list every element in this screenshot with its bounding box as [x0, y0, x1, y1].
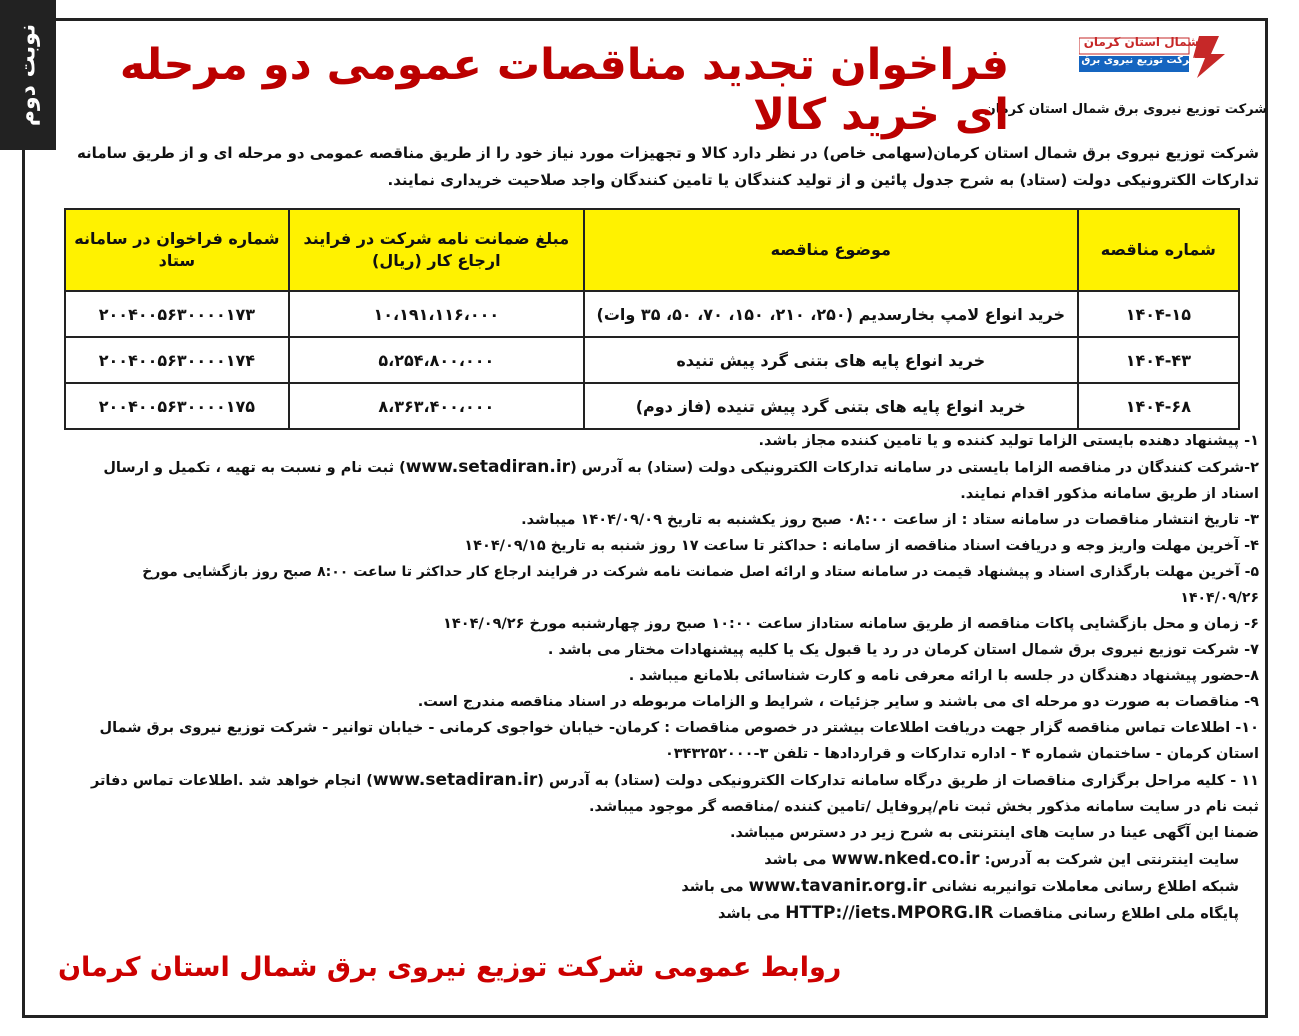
note-6: ۶- زمان و محل بازگشایی پاکات مناقصه از طریق سامانه ستاداز ساعت ۱۰:۰۰ صبح روز چهارشنبه مورخ ۱۴۰۴/۰۹/۲۶	[443, 616, 1259, 632]
header-amount: مبلغ ضمانت نامه شرکت در فرایند ارجاع کار (ریال)	[289, 209, 584, 291]
round-badge	[0, 0, 56, 150]
cell-subject: خرید انواع لامپ بخارسدیم (۲۵۰، ۲۱۰، ۱۵۰، ۷۰، ۵۰، ۳۵ وات)	[584, 291, 1078, 337]
header-number: شماره مناقصه	[1078, 209, 1239, 291]
table-row	[65, 291, 1239, 337]
header-system-number: شماره فراخوان در سامانه ستاد	[65, 209, 289, 291]
cell-system-number: ۲۰۰۴۰۰۵۶۳۰۰۰۰۱۷۳	[65, 291, 289, 337]
note-8: ۸-حضور پیشنهاد دهندگان در جلسه با ارائه معرفی نامه و کارت شناسائی بلامانع میباشد .	[628, 668, 1259, 684]
note-14: شبکه اطلاع رسانی معاملات توانیربه نشانی www.tavanir.org.ir می باشد	[681, 876, 1239, 896]
footer-signature: روابط عمومی شرکت توزیع نیروی برق شمال استان کرمان	[58, 952, 842, 983]
note-7: ۷- شرکت توزیع نیروی برق شمال استان کرمان در رد یا قبول یک یا کلیه پیشنهادات مختار می باشد .	[547, 642, 1259, 658]
cell-amount: ۵،۲۵۴،۸۰۰،۰۰۰	[289, 337, 584, 383]
cell-subject: خرید انواع پایه های بتنی گرد پیش تنیده (فاز دوم)	[584, 383, 1078, 429]
logo-brand: شمال استان کرمان	[1083, 35, 1199, 49]
cell-number: ۱۴۰۴-۶۸	[1078, 383, 1239, 429]
cell-number: ۱۴۰۴-۴۳	[1078, 337, 1239, 383]
note-9: ۹- مناقصات به صورت دو مرحله ای می باشند و سایر جزئیات ، شرایط و الزامات مربوطه در اسناد مناقصه مندرج است.	[417, 694, 1259, 710]
note-10: ۱۰- اطلاعات تماس مناقصه گزار جهت دریافت اطلاعات بیشتر در خصوص مناقصات : کرمان- خیابان خواجوی کرمانی - خیابان توانیر - شرکت توزیع نیروی برق شمال استان کرمان - ساختمان شماره ۴ - اداره تدارکات و قراردادها - تلفن ۳-۰۳۴۳۲۵۲۰۰۰	[99, 720, 1259, 762]
round-badge-label: نوبت دوم	[15, 23, 41, 127]
cell-system-number: ۲۰۰۴۰۰۵۶۳۰۰۰۰۱۷۴	[65, 337, 289, 383]
link-setadiran-2[interactable]: www.setadiran.ir	[372, 770, 538, 790]
intro-paragraph: شرکت توزیع نیروی برق شمال استان کرمان(سهامی خاص) در نظر دارد کالا و تجهیزات مورد نیاز خود را از طریق مناقصه عمومی دو مرحله ای و از طریق سامانه تدارکات الکترونیکی دولت (ستاد) به شرح جدول پائین و از تولید کنندگان یا تامین کنندگان واجد صلاحیت خریداری نمایند.	[76, 144, 1259, 189]
cell-subject: خرید انواع پایه های بتنی گرد پیش تنیده	[584, 337, 1078, 383]
cell-amount: ۸،۳۶۳،۴۰۰،۰۰۰	[289, 383, 584, 429]
link-tavanir[interactable]: www.tavanir.org.ir	[748, 876, 927, 896]
table-header-row	[65, 209, 1239, 291]
link-setadiran[interactable]: www.setadiran.ir	[405, 457, 571, 477]
table-row	[65, 383, 1239, 429]
note-4: ۴- آخرین مهلت واریز وجه و دریافت اسناد مناقصه از سامانه : حداکثر تا ساعت ۱۷ روز شنبه به تاریخ ۱۴۰۴/۰۹/۱۵	[464, 538, 1259, 554]
tenders-table	[64, 208, 1240, 430]
cell-system-number: ۲۰۰۴۰۰۵۶۳۰۰۰۰۱۷۵	[65, 383, 289, 429]
cell-number: ۱۴۰۴-۱۵	[1078, 291, 1239, 337]
notes-list	[64, 428, 1259, 927]
note-15: پایگاه ملی اطلاع رسانی مناقصات HTTP://iets.MPORG.IR می باشد	[717, 903, 1239, 923]
header-subject: موضوع مناقصه	[584, 209, 1078, 291]
note-13: سایت اینترنتی این شرکت به آدرس: www.nked.co.ir می باشد	[764, 849, 1239, 869]
cell-amount: ۱۰،۱۹۱،۱۱۶،۰۰۰	[289, 291, 584, 337]
link-iets[interactable]: HTTP://iets.MPORG.IR	[785, 903, 994, 923]
company-name: شرکت توزیع نیروی برق شمال استان کرمان	[984, 102, 1267, 117]
note-3: ۳- تاریخ انتشار مناقصات در سامانه ستاد : از ساعت ۰۸:۰۰ صبح روز یکشنبه به تاریخ ۱۴۰۴/۰۹/۰۹ میباشد.	[521, 512, 1259, 528]
note-5: ۵- آخرین مهلت بارگذاری اسناد و پیشنهاد قیمت در سامانه ستاد و ارائه اصل ضمانت نامه شرکت در فرایند ارجاع کار حداکثر تا ساعت ۸:۰۰ صبح روز بازگشایی مورخ ۱۴۰۴/۰۹/۲۶	[142, 564, 1259, 606]
note-12: ضمنا این آگهی عینا در سایت های اینترنتی به شرح زیر در دسترس میباشد.	[729, 825, 1259, 841]
link-nked[interactable]: www.nked.co.ir	[831, 849, 980, 869]
note-11: ۱۱ - کلیه مراحل برگزاری مناقصات از طریق درگاه سامانه تدارکات الکترونیکی دولت (ستاد) به آدرس (www.setadiran.ir) انجام خواهد شد .اطلاعات تماس دفاتر ثبت نام در سایت سامانه مذکور بخش ثبت نام/پروفایل /تامین کننده /مناقصه گر موجود میباشد.	[90, 770, 1259, 815]
logo-subtitle: شرکت توزیع نیروی برق	[1081, 55, 1199, 66]
table-row	[65, 337, 1239, 383]
note-1: ۱- پیشنهاد دهنده بایستی الزاما تولید کننده و یا تامین کننده مجاز باشد.	[758, 433, 1259, 449]
page-title: فراخوان تجدید مناقصات عمومی دو مرحله ای خرید کالا	[119, 40, 1009, 140]
note-2: ۲-شرکت کنندگان در مناقصه الزاما بایستی در سامانه تدارکات الکترونیکی دولت (ستاد) به آدرس (www.setadiran.ir) ثبت نام و نسبت به تهیه ، تکمیل و ارسال اسناد از طریق سامانه مذکور اقدام نمایند.	[103, 457, 1259, 502]
company-logo	[984, 30, 1277, 122]
